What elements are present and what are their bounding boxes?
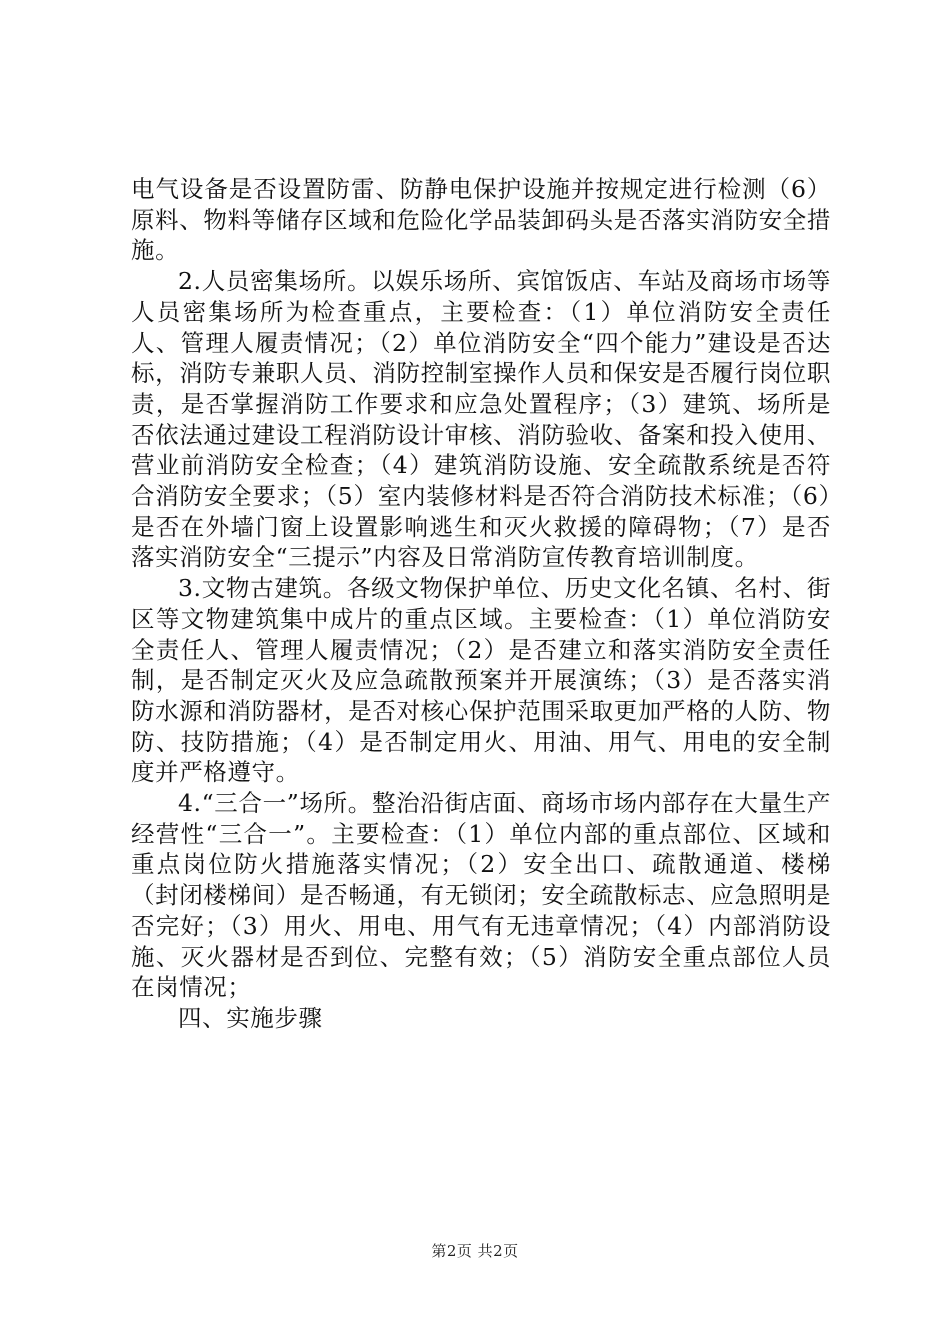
- paragraph-cultural-relics: 3.文物古建筑。各级文物保护单位、历史文化名镇、名村、街区等文物建筑集中成片的重点区域。主要检查：（1）单位消防安全责任人、管理人履责情况；（2）是否建立和落实消防安全责任制，是否制定灭火及应急疏散预案并开展演练；（3）是否落实消防水源和消防器材，是否对核心保护范围采取更加严格的人防、物防、技防措施；（4）是否制定用火、用油、用气、用电的安全制度并严格遵守。: [131, 574, 831, 787]
- paragraph-continuation: 电气设备是否设置防雷、防静电保护设施并按规定进行检测（6）原料、物料等储存区域和危险化学品装卸码头是否落实消防安全措施。: [131, 175, 831, 265]
- document-body: [131, 174, 831, 1034]
- page-number-footer: 第2页 共2页: [431, 1242, 519, 1260]
- paragraph-crowded-places: 2.人员密集场所。以娱乐场所、宾馆饭店、车站及商场市场等人员密集场所为检查重点，主要检查：（1）单位消防安全责任人、管理人履责情况；（2）单位消防安全“四个能力”建设是否达标，消防专兼职人员、消防控制室操作人员和保安是否履行岗位职责，是否掌握消防工作要求和应急处置程序；（3）建筑、场所是否依法通过建设工程消防设计审核、消防验收、备案和投入使用、营业前消防安全检查；（4）建筑消防设施、安全疏散系统是否符合消防安全要求；（5）室内装修材料是否符合消防技术标准；（6）是否在外墙门窗上设置影响逃生和灭火救援的障碍物；（7）是否落实消防安全“三提示”内容及日常消防宣传教育培训制度。: [131, 267, 831, 572]
- paragraph-three-in-one: 4.“三合一”场所。整治沿街店面、商场市场内部存在大量生产经营性“三合一”。主要检查：（1）单位内部的重点部位、区域和重点岗位防火措施落实情况；（2）安全出口、疏散通道、楼梯（封闭楼梯间）是否畅通，有无锁闭；安全疏散标志、应急照明是否完好；（3）用火、用电、用气有无违章情况；（4）内部消防设施、灭火器材是否到位、完整有效；（5）消防安全重点部位人员在岗情况；: [131, 789, 831, 1002]
- section-heading-implementation: 四、实施步骤: [178, 1003, 323, 1032]
